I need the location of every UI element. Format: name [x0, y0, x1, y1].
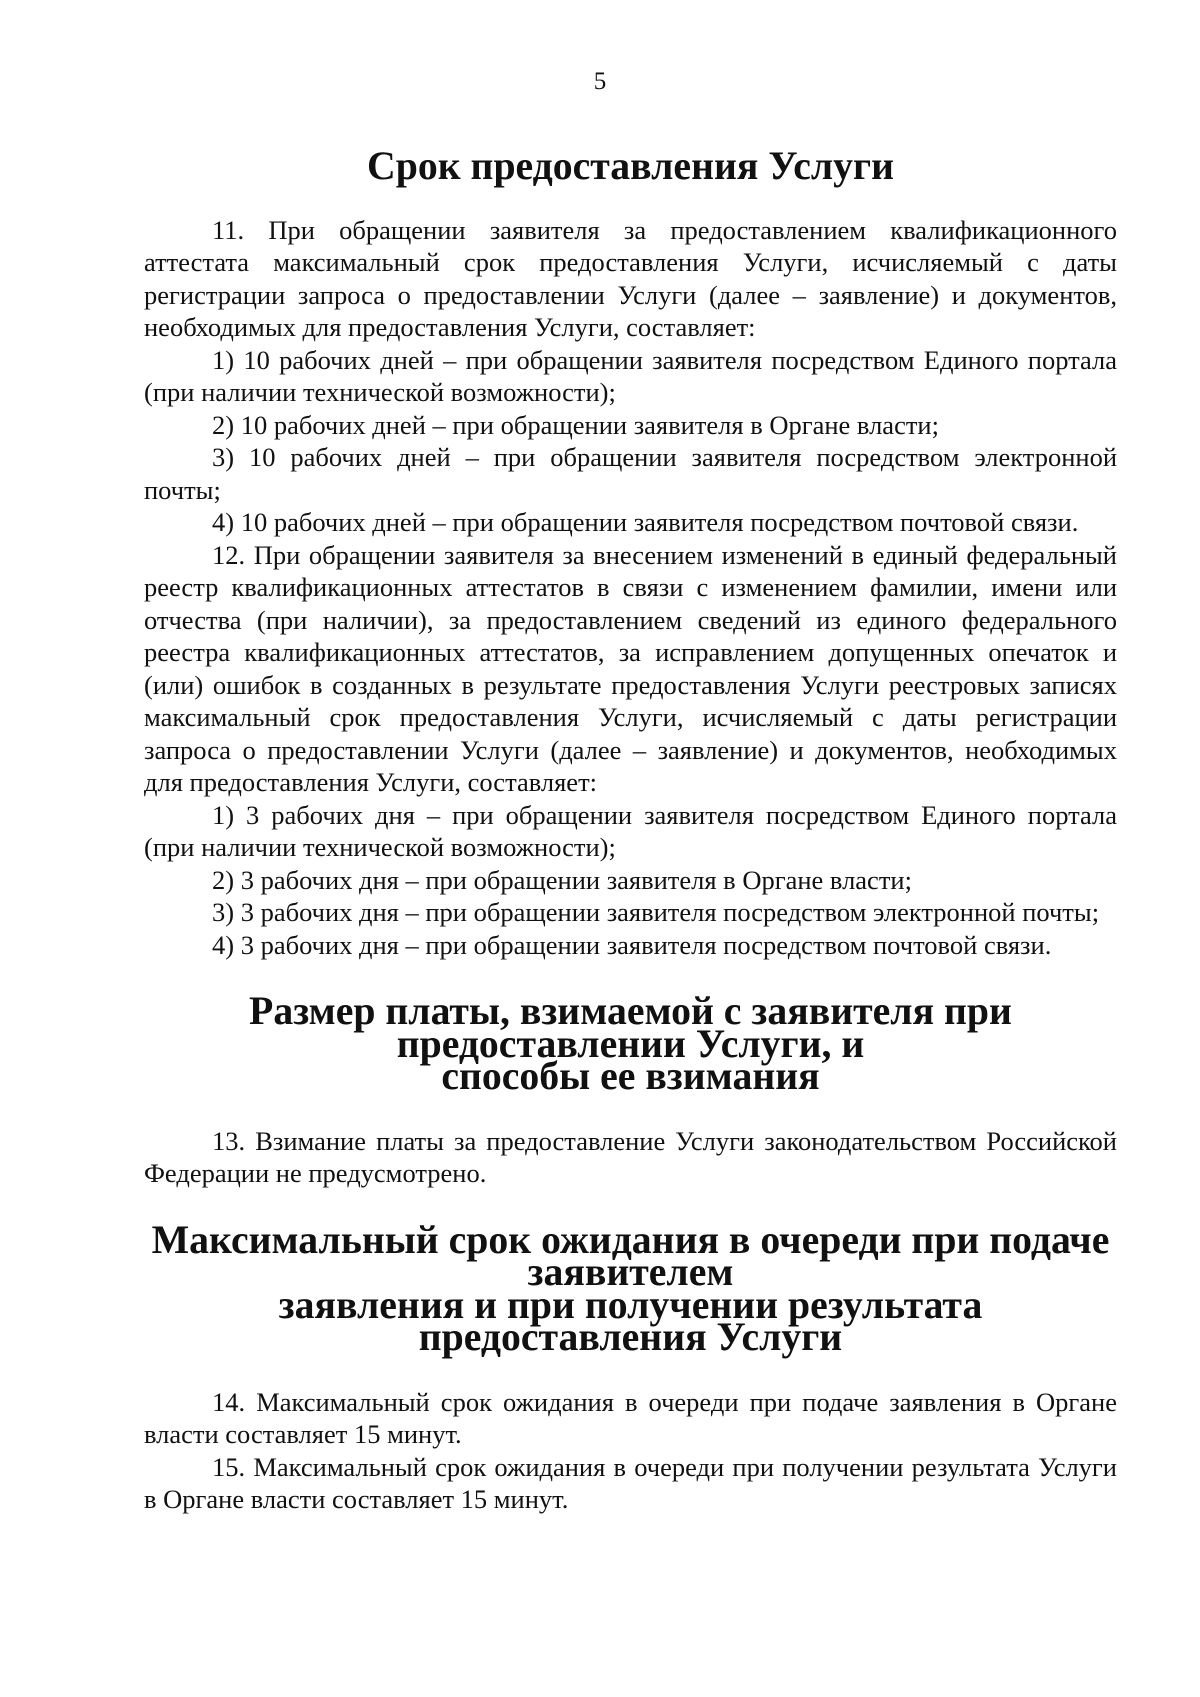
- paragraph-11: 11. При обращении заявителя за предоставлением квалификационного аттестата максимальный срок предоставления Услуги, исчисляемый с даты регистрации запроса о предоставлении Услуги (далее – заявление) и документов, необходимых для предоставления Услуги, составляет:: [144, 214, 1117, 342]
- paragraph-12-item-4: 4) 3 рабочих дня – при обращении заявителя посредством почтовой связи.: [212, 929, 1052, 960]
- paragraph-11-item-4: 4) 10 рабочих дней – при обращении заявителя посредством почтовой связи.: [212, 507, 1079, 537]
- paragraph-14: 14. Максимальный срок ожидания в очереди при подаче заявления в Органе власти составляет 15 минут.: [144, 1386, 1117, 1449]
- paragraph-12-item-2: 2) 3 рабочих дня – при обращении заявителя в Органе власти;: [212, 864, 912, 895]
- section-heading-fee: [144, 989, 1117, 1098]
- section-heading-service-term: Срок предоставления Услуги: [367, 144, 894, 188]
- section-heading-fee-line-1: Размер платы, взимаемой с заявителя при предоставлении Услуги, и: [249, 989, 1012, 1066]
- section-heading-queue-time-line-2: заявления и при получении результата предоставления Услуги: [278, 1282, 983, 1359]
- paragraph-12-item-1: 1) 3 рабочих дня – при обращении заявителя посредством Единого портала (при наличии технической возможности);: [144, 799, 1117, 862]
- section-heading-queue-time-line-1: Максимальный срок ожидания в очереди при подаче заявителем: [151, 1217, 1110, 1294]
- document-body: [144, 144, 1117, 1516]
- paragraph-12: 12. При обращении заявителя за внесением изменений в единый федеральный реестр квалификационных аттестатов в связи с изменением фамилии, имени или отчества (при наличии), за предоставлением сведений из единого федерального реестра квалификационных аттестатов, за исправлением допущенных опечаток и (или) ошибок в созданных в результате предоставления Услуги реестровых записях максимальный срок предоставления Услуги, исчисляемый с даты регистрации запроса о предоставлении Услуги (далее – заявление) и документов, необходимых для предоставления Услуги, составляет:: [144, 539, 1117, 797]
- page-number: 5: [593, 68, 607, 95]
- paragraph-11-item-1: 1) 10 рабочих дней – при обращении заявителя посредством Единого портала (при наличии технической возможности);: [144, 344, 1117, 407]
- paragraph-12-item-3: 3) 3 рабочих дня – при обращении заявителя посредством электронной почты;: [212, 897, 1100, 927]
- section-heading-fee-line-2: способы ее взимания: [441, 1054, 820, 1098]
- paragraph-11-item-3: 3) 10 рабочих дней – при обращении заявителя посредством электронной почты;: [144, 442, 1117, 505]
- section-heading-queue-time: [144, 1217, 1117, 1359]
- paragraph-11-item-2: 2) 10 рабочих дней – при обращении заявителя в Органе власти;: [212, 409, 939, 440]
- paragraph-15: 15. Максимальный срок ожидания в очереди при получении результата Услуги в Органе власти составляет 15 минут.: [144, 1451, 1117, 1514]
- paragraph-13: 13. Взимание платы за предоставление Услуги законодательством Российской Федерации не предусмотрено.: [144, 1125, 1117, 1188]
